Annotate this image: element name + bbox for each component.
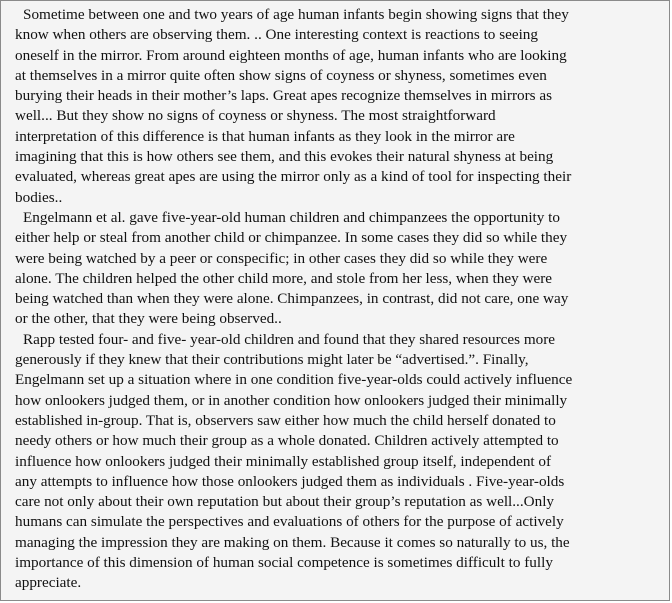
text-line: humans can simulate the perspectives and evaluations of others for the purpose of actively: [15, 513, 564, 531]
text-line: were being watched by a peer or conspecific; in other cases they did so while they were: [15, 249, 548, 267]
text-line: needy others or how much their group as a whole donated. Children actively attempted to: [15, 432, 559, 450]
paragraph-engelmann-study: [7, 208, 669, 330]
text-line: either help or steal from another child or chimpanzee. In some cases they did so while they: [15, 229, 568, 247]
text-line: evaluated, whereas great apes are using the mirror only as a kind of tool for inspecting their: [15, 168, 572, 186]
text-line: established in-group. That is, observers saw either how much the child herself donated to: [15, 411, 556, 429]
text-line: generously if they knew that their contributions might later be “advertised.”. Finally,: [15, 351, 529, 369]
text-line: or the other, that they were being observed..: [15, 310, 282, 328]
text-line: Sometime between one and two years of age human infants begin showing signs that they: [23, 6, 569, 23]
text-line: at themselves in a mirror quite often show signs of coyness or shyness, sometimes even: [15, 66, 547, 84]
text-line: know when others are observing them. .. One interesting context is reactions to seeing: [15, 26, 538, 44]
text-line: any attempts to influence how those onlookers judged them as individuals . Five-year-olds: [15, 472, 565, 490]
text-line: Engelmann et al. gave five-year-old human children and chimpanzees the opportunity to: [23, 208, 560, 226]
text-line: Engelmann set up a situation where in one condition five-year-olds could actively influence: [15, 371, 573, 389]
text-line: well... But they show no signs of coyness or shyness. The most straightforward: [15, 107, 496, 125]
text-line: bodies..: [15, 188, 63, 206]
text-line: oneself in the mirror. From around eighteen months of age, human infants who are looking: [15, 46, 567, 64]
text-line: imagining that this is how others see them, and this evokes their natural shyness at being: [15, 148, 554, 166]
text-line: how onlookers judged them, or in another condition how onlookers judged their minimally: [15, 391, 568, 409]
text-line: burying their heads in their mother’s laps. Great apes recognize themselves in mirrors as: [15, 87, 553, 105]
text-line: influence how onlookers judged their minimally established group itself, independent of: [15, 452, 552, 470]
text-line: care not only about their own reputation but about their group’s reputation as well...Only: [15, 493, 555, 511]
text-line: appreciate.: [15, 574, 82, 592]
text-line: managing the impression they are making on them. Because it comes so naturally to us, the: [15, 533, 570, 551]
text-line: alone. The children helped the other child more, and stole from her less, when they were: [15, 269, 553, 287]
text-line: Rapp tested four- and five- year-old children and found that they shared resources more: [23, 330, 556, 348]
text-line: interpretation of this difference is that human infants as they look in the mirror are: [15, 127, 515, 145]
text-line: importance of this dimension of human social competence is sometimes difficult to fully: [15, 554, 553, 572]
paragraph-rapp-study: [7, 330, 669, 594]
document-text: [7, 5, 669, 594]
text-line: being watched than when they were alone. Chimpanzees, in contrast, did not care, one way: [15, 290, 569, 308]
paragraph-mirror-self-recognition: [7, 5, 669, 208]
